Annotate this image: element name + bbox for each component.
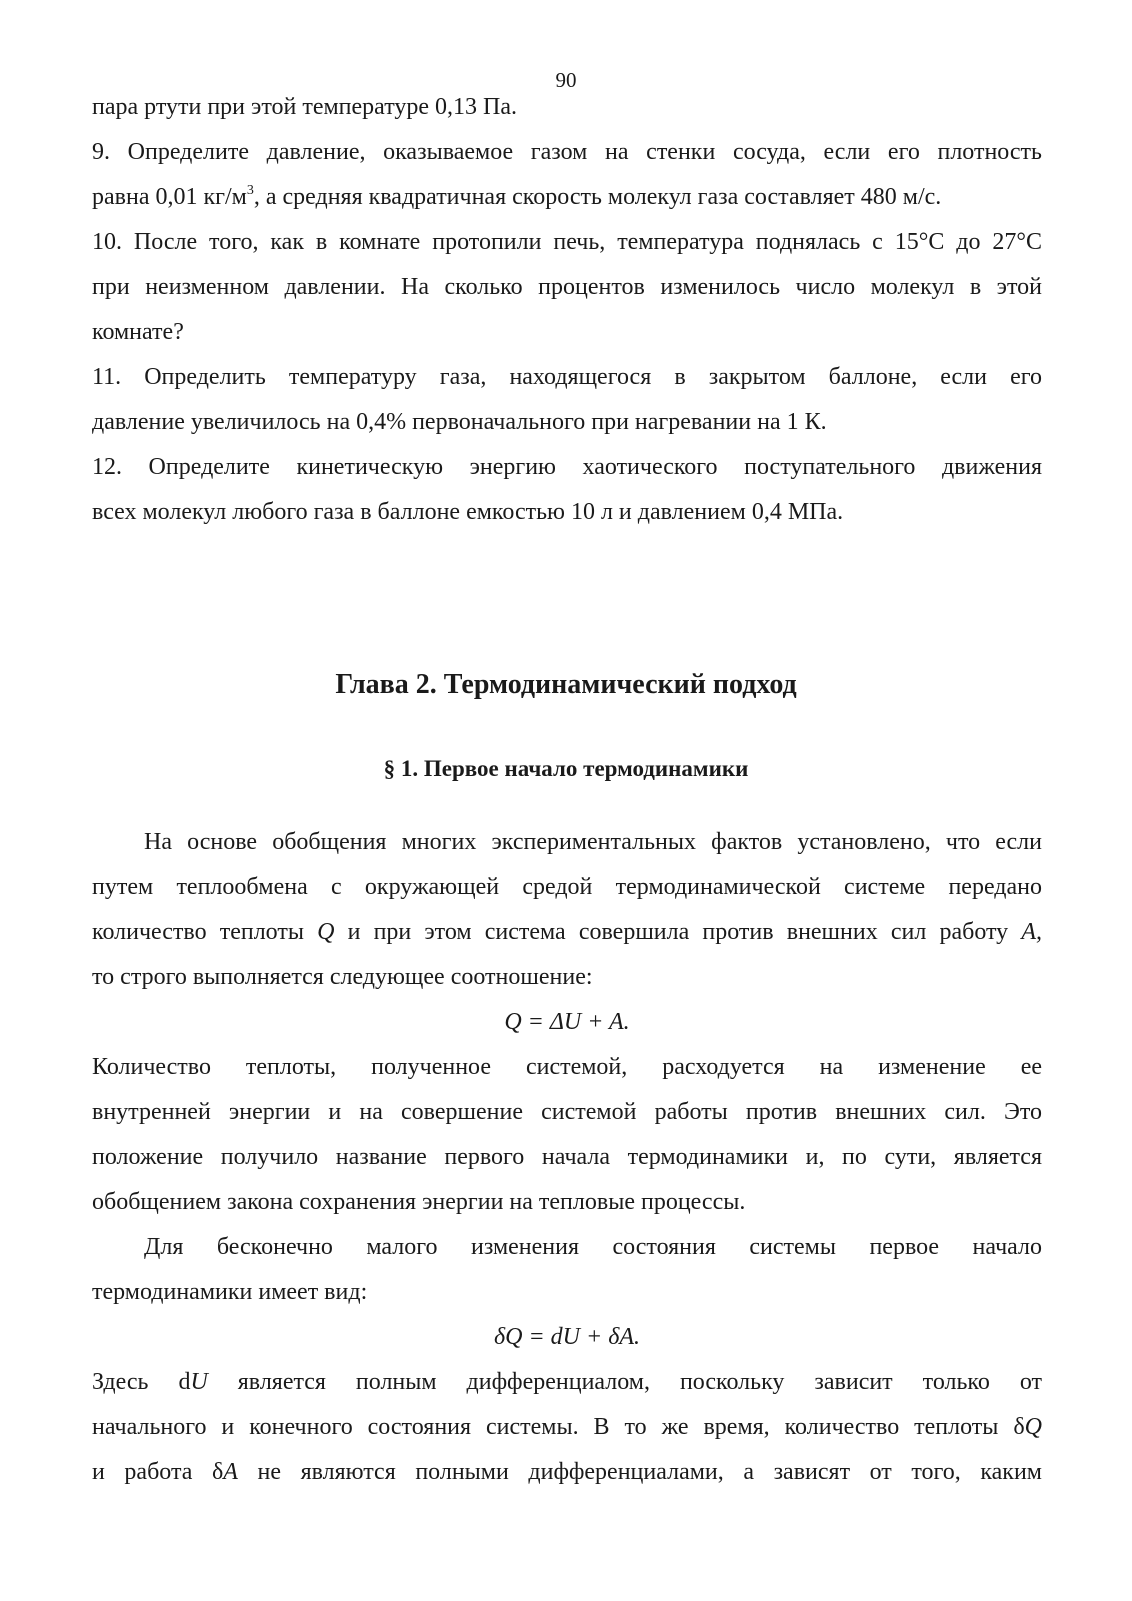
paragraph-4-line1: Здесь dU является полным дифференциалом, поскольку зависит только от <box>92 1369 1042 1395</box>
exercise-10-line2: при неизменном давлении. На сколько процентов изменилось число молекул в этой <box>92 274 1042 300</box>
chapter-title: Глава 2. Термодинамический подход <box>335 669 797 700</box>
exercise-9-line2: равна 0,01 $кг/м^3$, а средняя квадратичная скорость молекул газа составляет 480 м/с. <box>92 183 942 210</box>
paragraph-2-line3: положение получило название первого начала термодинамики и, по сути, является <box>92 1144 1042 1170</box>
paragraph-3-line2: термодинамики имеет вид: <box>92 1279 368 1305</box>
paragraph-2-line1: Количество теплоты, полученное системой, расходуется на изменение ее <box>92 1054 1042 1080</box>
exercise-list <box>92 85 1042 535</box>
exercise-11-line1: 11. Определить температуру газа, находящегося в закрытом баллоне, если его <box>92 364 1042 390</box>
paragraph-3-line1: Для бесконечно малого изменения состояния системы первое начало <box>144 1234 1042 1260</box>
formula-differential: δQ = dU + δA. <box>493 1324 641 1350</box>
paragraph-2-line2: внутренней энергии и на совершение системой работы против внешних сил. Это <box>92 1099 1042 1125</box>
paragraph-4-line3: и работа δA не являются полными дифференциалами, а зависят от того, каким <box>92 1459 1042 1485</box>
formula-first-law: Q = ΔU + A. <box>504 1009 630 1035</box>
body-text <box>92 820 1042 1495</box>
section-title: § 1. Первое начало термодинамики <box>383 756 749 781</box>
paragraph-1-line3: количество теплоты Q и при этом система совершила против внешних сил работу A, <box>92 919 1042 945</box>
exercise-11-line2: давление увеличилось на 0,4% первоначального при нагревании на 1 К. <box>92 409 827 435</box>
superscript: 3 <box>246 183 254 198</box>
paragraph-1-line1: На основе обобщения многих экспериментальных фактов установлено, что если <box>144 829 1042 855</box>
exercise-8-tail: пара ртути при этой температуре 0,13 Па. <box>92 94 518 120</box>
paragraph-1-line2: путем теплообмена с окружающей средой термодинамической системе передано <box>92 874 1042 900</box>
paragraph-2-line4: обобщением закона сохранения энергии на тепловые процессы. <box>92 1189 746 1215</box>
exercise-10-line3: комнате? <box>92 319 184 345</box>
page-number: 90 <box>555 68 577 92</box>
exercise-9-line1: 9. Определите давление, оказываемое газом на стенки сосуда, если его плотность <box>92 139 1042 165</box>
paragraph-4-line2: начального и конечного состояния системы. В то же время, количество теплоты δQ <box>92 1414 1042 1440</box>
paragraph-1-line4: то строго выполняется следующее соотношение: <box>92 964 593 990</box>
exercise-10-line1: 10. После того, как в комнате протопили печь, температура поднялась с 15°С до 27°С <box>92 229 1042 255</box>
exercise-12-line1: 12. Определите кинетическую энергию хаотического поступательного движения <box>92 454 1042 480</box>
exercise-12-line2: всех молекул любого газа в баллоне емкостью 10 л и давлением 0,4 МПа. <box>92 499 844 525</box>
